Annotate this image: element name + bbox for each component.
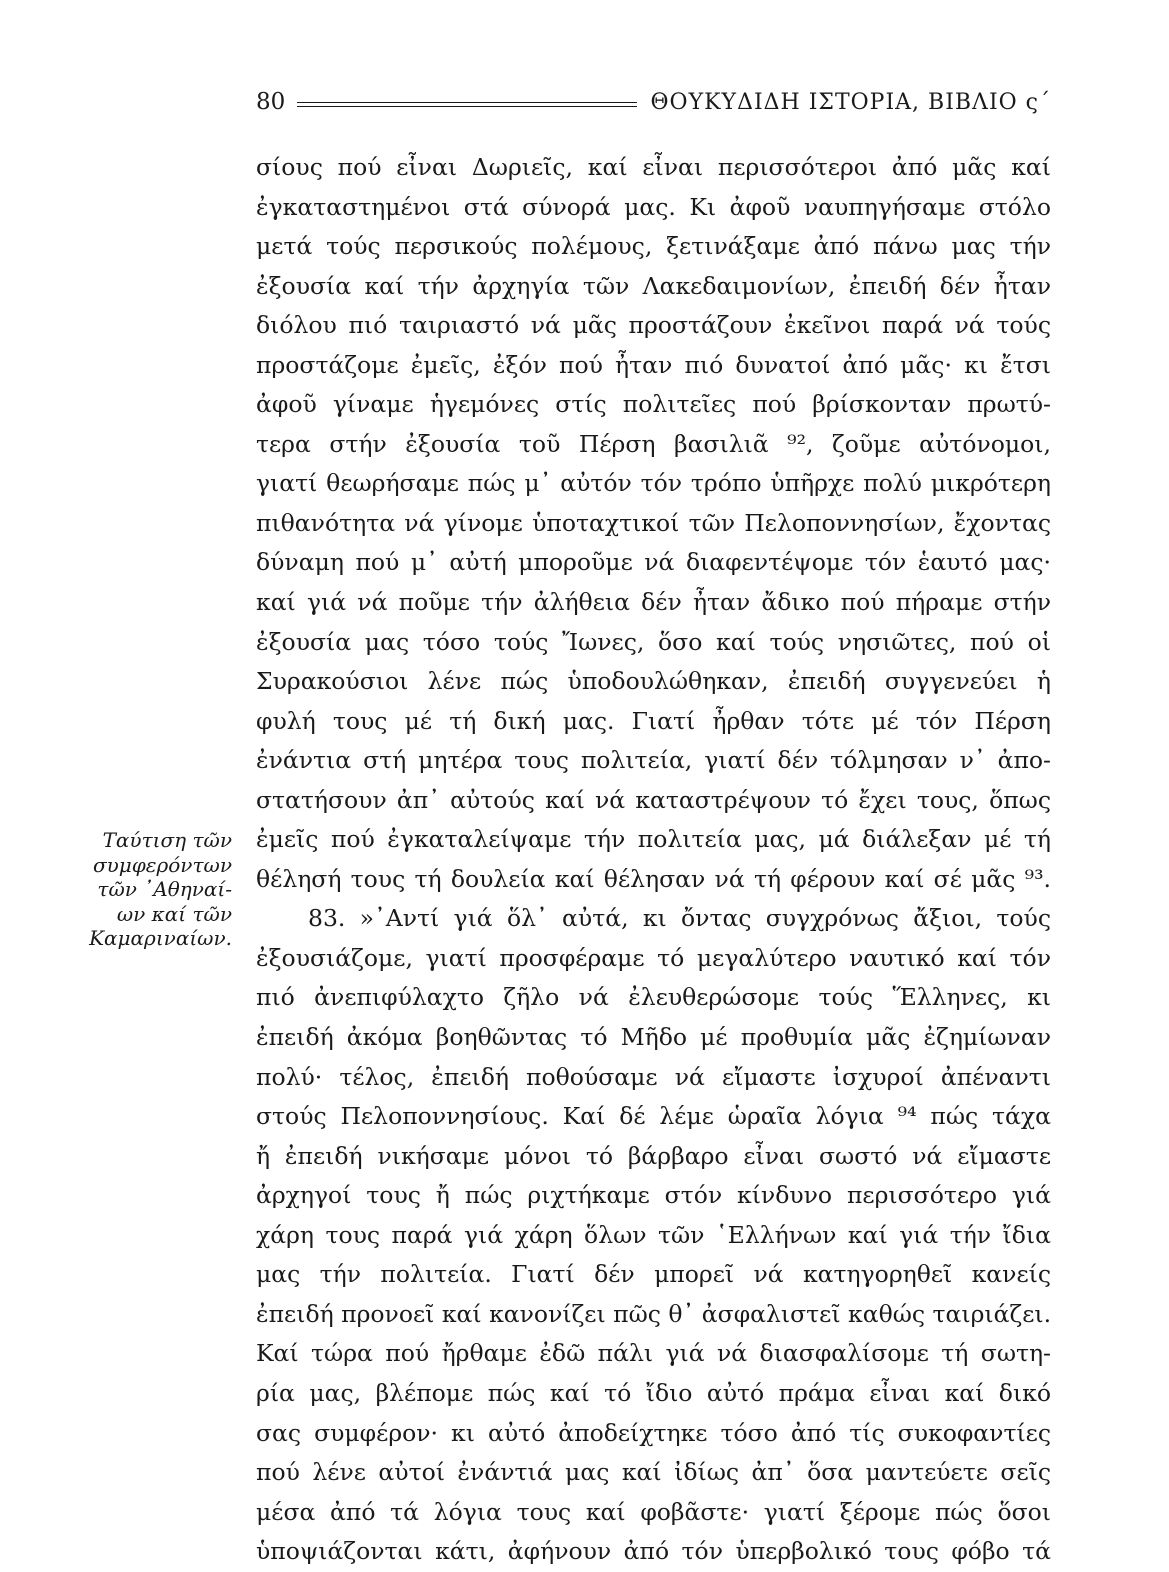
text-line: πιό ἀνεπιφύλαχτο ζῆλο νά ἐλευθερώσομε τούς Ἕλληνες, κι (256, 983, 1051, 1012)
margin-note-line: τῶν ᾿Αθηναί- (97, 877, 232, 901)
text-line: ἐνάντια στή μητέρα τους πολιτεία, γιατί δέν τόλμησαν ν᾿ ἀπο- (256, 746, 1051, 775)
text-line: προστάζομε ἐμεῖς, ἐξόν πού ἦταν πιό δυνατοί ἀπό μᾶς· κι ἔτσι (256, 350, 1051, 379)
text-line: ρία μας, βλέπομε πώς καί τό ἴδιο αὐτό πράμα εἶναι καί δικό (256, 1378, 1051, 1407)
text-line: ἀρχηγοί τους ἤ πώς ριχτήκαμε στόν κίνδυνο περισσότερο γιά (256, 1181, 1051, 1210)
margin-note-line: συμφερόντων (92, 852, 232, 877)
text-line: Συρακούσιοι λένε πώς ὑποδουλώθηκαν, ἐπειδή συγγενεύει ἡ (256, 667, 1051, 696)
section-83-start: 83. »᾿Αντί γιά ὅλ᾿ αὐτά, κι ὄντας συγχρόνως ἄξιοι, τούς (308, 904, 1051, 933)
margin-note-line: Ταύτιση τῶν (102, 828, 232, 852)
text-line: ἐξουσία μας τόσο τούς Ἴωνες, ὅσο καί τούς νησιῶτες, πού οἱ (256, 627, 1051, 656)
text-line: τερα στήν ἐξουσία τοῦ Πέρση βασιλιᾶ ⁹², ζοῦμε αὐτόνομοι, (256, 429, 1051, 458)
margin-note-line: Καμαριναίων. (89, 926, 232, 950)
text-line: μας τήν πολιτεία. Γιατί δέν μπορεῖ νά κατηγορηθεῖ κανείς (256, 1260, 1051, 1289)
text-line: καί γιά νά ποῦμε τήν ἀλήθεια δέν ἦταν ἄδικο πού πήραμε στήν (256, 588, 1051, 617)
text-line: μέσα ἀπό τά λόγια τους καί φοβᾶστε· γιατί ξέρομε πώς ὅσοι (256, 1497, 1051, 1526)
text-line: ἐξουσιάζομε, γιατί προσφέραμε τό μεγαλύτερο ναυτικό καί τόν (256, 943, 1051, 972)
running-title: ΘΟΥΚΥΔΙΔΗ ΙΣΤΟΡΙΑ, ΒΙΒΛΙΟ ς΄ (650, 89, 1051, 115)
page-header (256, 86, 1051, 118)
text-line: στούς Πελοποννησίους. Καί δέ λέμε ὡραῖα λόγια ⁹⁴ πώς τάχα (256, 1102, 1051, 1131)
page-number: 80 (256, 89, 286, 115)
text-line: ἐμεῖς πού ἐγκαταλείψαμε τήν πολιτεία μας, μά διάλεξαν μέ τή (256, 825, 1051, 854)
body-text (256, 148, 1051, 1572)
text-line: πολύ· τέλος, ἐπειδή ποθούσαμε νά εἴμαστε ἰσχυροί ἀπέναντι (256, 1062, 1051, 1091)
text-line: δύναμη πού μ᾿ αὐτή μποροῦμε νά διαφεντέψομε τόν ἑαυτό μας· (256, 548, 1051, 577)
text-line: θέλησή τους τή δουλεία καί θέλησαν νά τή φέρουν καί σέ μᾶς ⁹³. (256, 864, 1051, 893)
text-line: ἀφοῦ γίναμε ἡγεμόνες στίς πολιτεῖες πού βρίσκονταν πρωτύ- (256, 390, 1051, 419)
text-line: πιθανότητα νά γίνομε ὑποταχτικοί τῶν Πελοποννησίων, ἔχοντας (256, 508, 1051, 537)
text-line: γιατί θεωρήσαμε πώς μ᾿ αὐτόν τόν τρόπο ὑπῆρχε πολύ μικρότερη (256, 469, 1051, 498)
text-line: ἐξουσία καί τήν ἀρχηγία τῶν Λακεδαιμονίων, ἐπειδή δέν ἦταν (256, 271, 1051, 300)
text-line: Καί τώρα πού ἤρθαμε ἐδῶ πάλι γιά νά διασφαλίσομε τή σωτη- (256, 1339, 1051, 1368)
margin-note-line: ων καί τῶν (116, 901, 232, 926)
text-line: ἤ ἐπειδή νικήσαμε μόνοι τό βάρβαρο εἶναι σωστό νά εἴμαστε (256, 1141, 1051, 1170)
text-line: διόλου πιό ταιριαστό νά μᾶς προστάζουν ἐκεῖνοι παρά νά τούς (256, 311, 1051, 340)
text-line: σας συμφέρον· κι αὐτό ἀποδείχτηκε τόσο ἀπό τίς συκοφαντίες (256, 1418, 1051, 1447)
text-line: φυλή τους μέ τή δική μας. Γιατί ἦρθαν τότε μέ τόν Πέρση (256, 706, 1051, 735)
margin-note (52, 828, 232, 951)
text-line: ἐπειδή προνοεῖ καί κανονίζει πῶς θ᾿ ἀσφαλιστεῖ καθώς ταιριάζει. (256, 1299, 1051, 1328)
text-line: σίους πού εἶναι Δωριεῖς, καί εἶναι περισσότεροι ἀπό μᾶς καί (256, 153, 1051, 181)
text-line: πού λένε αὐτοί ἐνάντιά μας καί ἰδίως ἀπ᾿ ὅσα μαντεύετε σεῖς (256, 1458, 1051, 1487)
text-line: ἐγκαταστημένοι στά σύνορά μας. Κι ἀφοῦ ναυπηγήσαμε στόλο (256, 192, 1051, 221)
text-line: χάρη τους παρά γιά χάρη ὅλων τῶν ῾Ελλήνων καί γιά τήν ἴδια (256, 1220, 1051, 1249)
text-line: στατήσουν ἀπ᾿ αὐτούς καί νά καταστρέψουν τό ἔχει τους, ὅπως (256, 785, 1051, 814)
text-line: ὑποψιάζονται κάτι, ἀφήνουν ἀπό τόν ὑπερβολικό τους φόβο τά (256, 1537, 1051, 1566)
text-line: ἐπειδή ἀκόμα βοηθῶντας τό Μῆδο μέ προθυμία μᾶς ἐζημίωναν (256, 1023, 1051, 1052)
text-line: μετά τούς περσικούς πολέμους, ξετινάξαμε ἀπό πάνω μας τήν (256, 232, 1051, 261)
header-rule (297, 102, 636, 107)
